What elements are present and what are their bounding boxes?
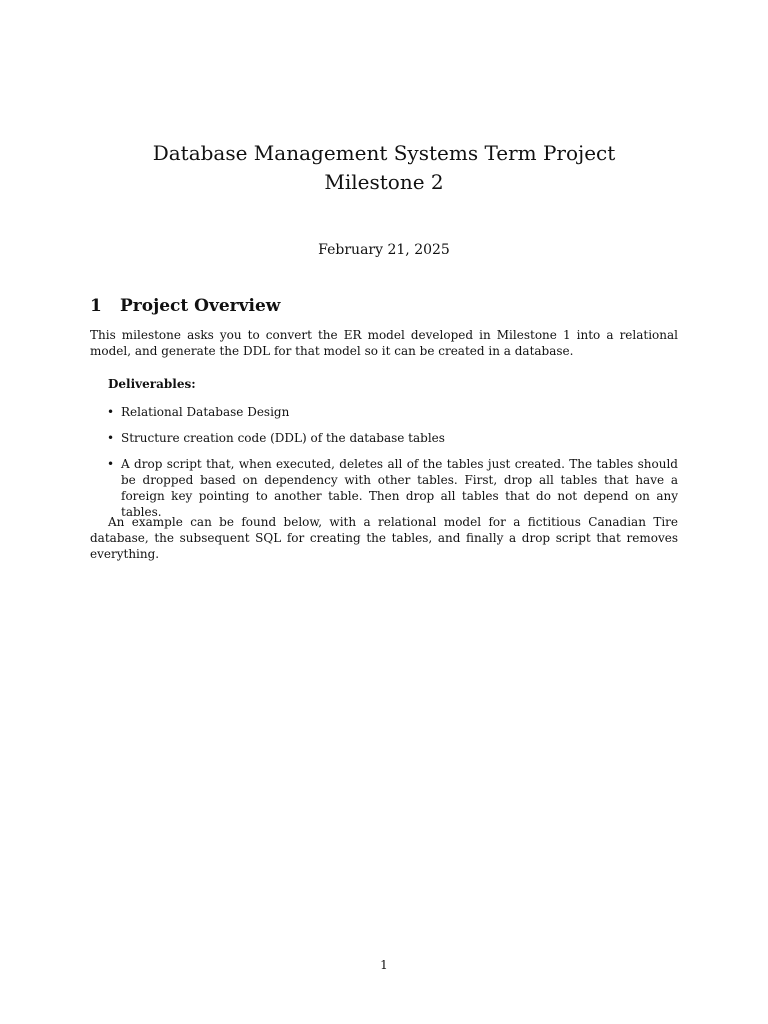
section-number: 1 [90, 296, 102, 316]
deliverables-heading: Deliverables: [108, 377, 196, 391]
list-item [107, 430, 678, 446]
title-line-2: Milestone 2 [324, 170, 444, 194]
bullet-icon: • [107, 457, 115, 471]
list-item-text: A drop script that, when executed, deletes all of the tables just created. The tables should be dropped based on dependency with other tables. First, drop all tables that have a foreign key pointing to another table. Then drop all tables that do not depend on any tables. [121, 457, 678, 519]
bullet-icon: • [107, 405, 115, 419]
list-item-text: Relational Database Design [121, 405, 290, 419]
document-title [0, 139, 768, 197]
page-number: 1 [380, 958, 388, 972]
list-item [107, 404, 678, 420]
deliverables-list [107, 404, 678, 530]
bullet-icon: • [107, 431, 115, 445]
section-heading [90, 294, 280, 318]
list-item [107, 456, 678, 520]
title-line-1: Database Management Systems Term Project [152, 141, 616, 165]
list-item-text: Structure creation code (DDL) of the database tables [121, 431, 445, 445]
section-title: Project Overview [120, 296, 281, 316]
document-date: February 21, 2025 [318, 242, 450, 258]
example-paragraph: An example can be found below, with a relational model for a fictitious Canadian Tire database, the subsequent SQL for creating the tables, and finally a drop script that removes everything. [90, 515, 678, 561]
intro-paragraph: This milestone asks you to convert the ER model developed in Milestone 1 into a relational model, and generate the DDL for that model so it can be created in a database. [90, 328, 678, 358]
